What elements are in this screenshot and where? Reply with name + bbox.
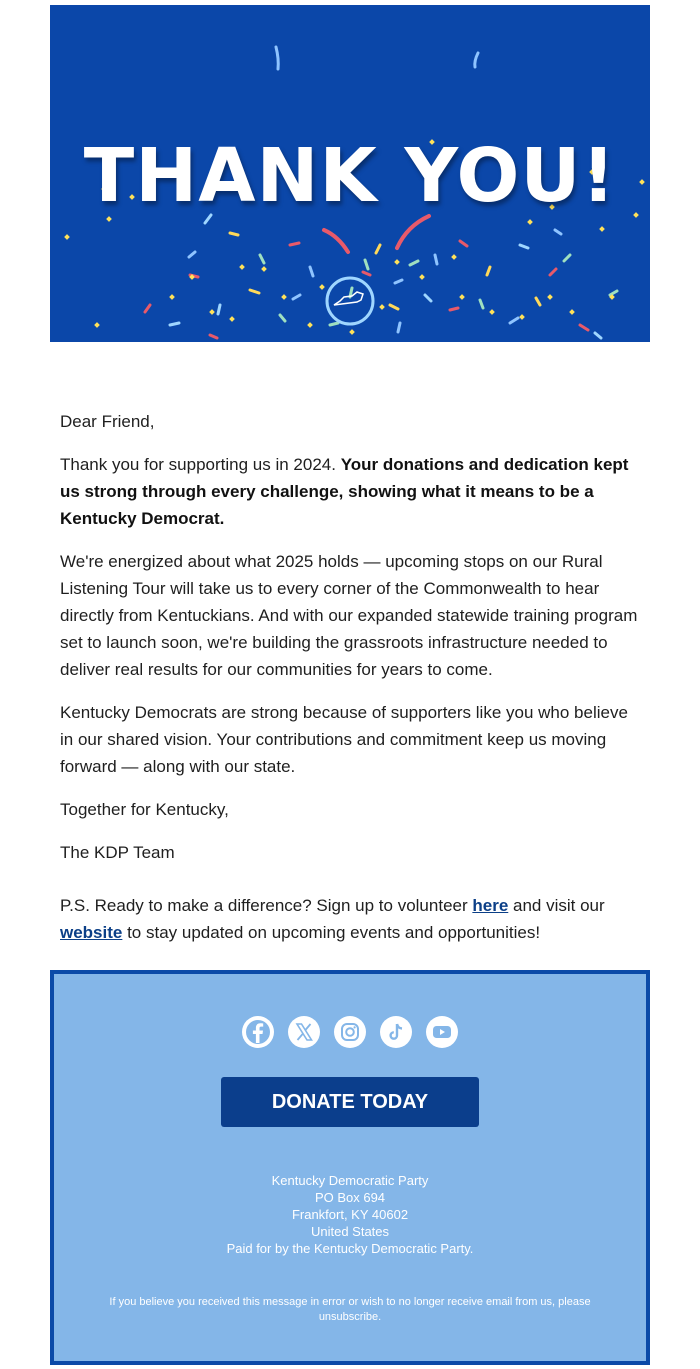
volunteer-here-link[interactable]: here [472, 896, 509, 915]
instagram-icon[interactable] [334, 1016, 366, 1048]
paid-for-disclaimer: Paid for by the Kentucky Democratic Party. [226, 1241, 474, 1256]
closing: Together for Kentucky, [60, 800, 229, 819]
ps-text-2: and visit our [508, 896, 605, 915]
kentucky-emblem-icon [327, 278, 373, 324]
donate-button[interactable]: DONATE TODAY [221, 1077, 479, 1127]
hero-banner [50, 5, 650, 342]
address-country: United States [310, 1224, 390, 1239]
thanks-text: Thank you for supporting us in 2024. [60, 455, 341, 474]
youtube-icon[interactable] [426, 1016, 458, 1048]
greeting: Dear Friend, [60, 412, 155, 431]
website-link[interactable]: website [60, 923, 123, 942]
tiktok-icon[interactable] [380, 1016, 412, 1048]
ps-text: P.S. Ready to make a difference? Sign up to volunteer [60, 896, 473, 915]
unsubscribe-notice[interactable]: If you believe you received this message in error or wish to no longer receive email from us, please unsubscribe. [109, 1296, 591, 1323]
paragraph-thanks [60, 451, 642, 532]
social-links [54, 1016, 646, 1048]
mailing-address [54, 1172, 646, 1257]
ps-text-3: to stay updated on upcoming events and opportunities! [122, 923, 541, 942]
paragraph-supporters: Kentucky Democrats are strong because of supporters like you who believe in our shared vision. Your contributions and commitment keep us moving forward — along with our state. [60, 703, 628, 776]
footer [50, 970, 650, 1365]
facebook-icon[interactable] [242, 1016, 274, 1048]
address-org: Kentucky Democratic Party [271, 1173, 429, 1188]
postscript [60, 892, 642, 946]
thanks-bold-text: Your donations and dedication kept us strong through every challenge, showing what it means to be a Kentucky Democrat. [60, 455, 629, 528]
letter-body [60, 408, 642, 962]
paragraph-2025: We're energized about what 2025 holds — upcoming stops on our Rural Listening Tour will take us to every corner of the Commonwealth to hear directly from Kentuckians. And with our expanded statewide training program set to launch soon, we're building the grassroots infrastructure needed to deliver real results for our communities for years to come. [60, 552, 638, 679]
address-box: PO Box 694 [314, 1190, 386, 1205]
hero-title: THANK YOU! [83, 133, 617, 219]
address-city: Frankfort, KY 40602 [291, 1207, 409, 1222]
x-twitter-icon[interactable] [288, 1016, 320, 1048]
signature: The KDP Team [60, 843, 175, 862]
